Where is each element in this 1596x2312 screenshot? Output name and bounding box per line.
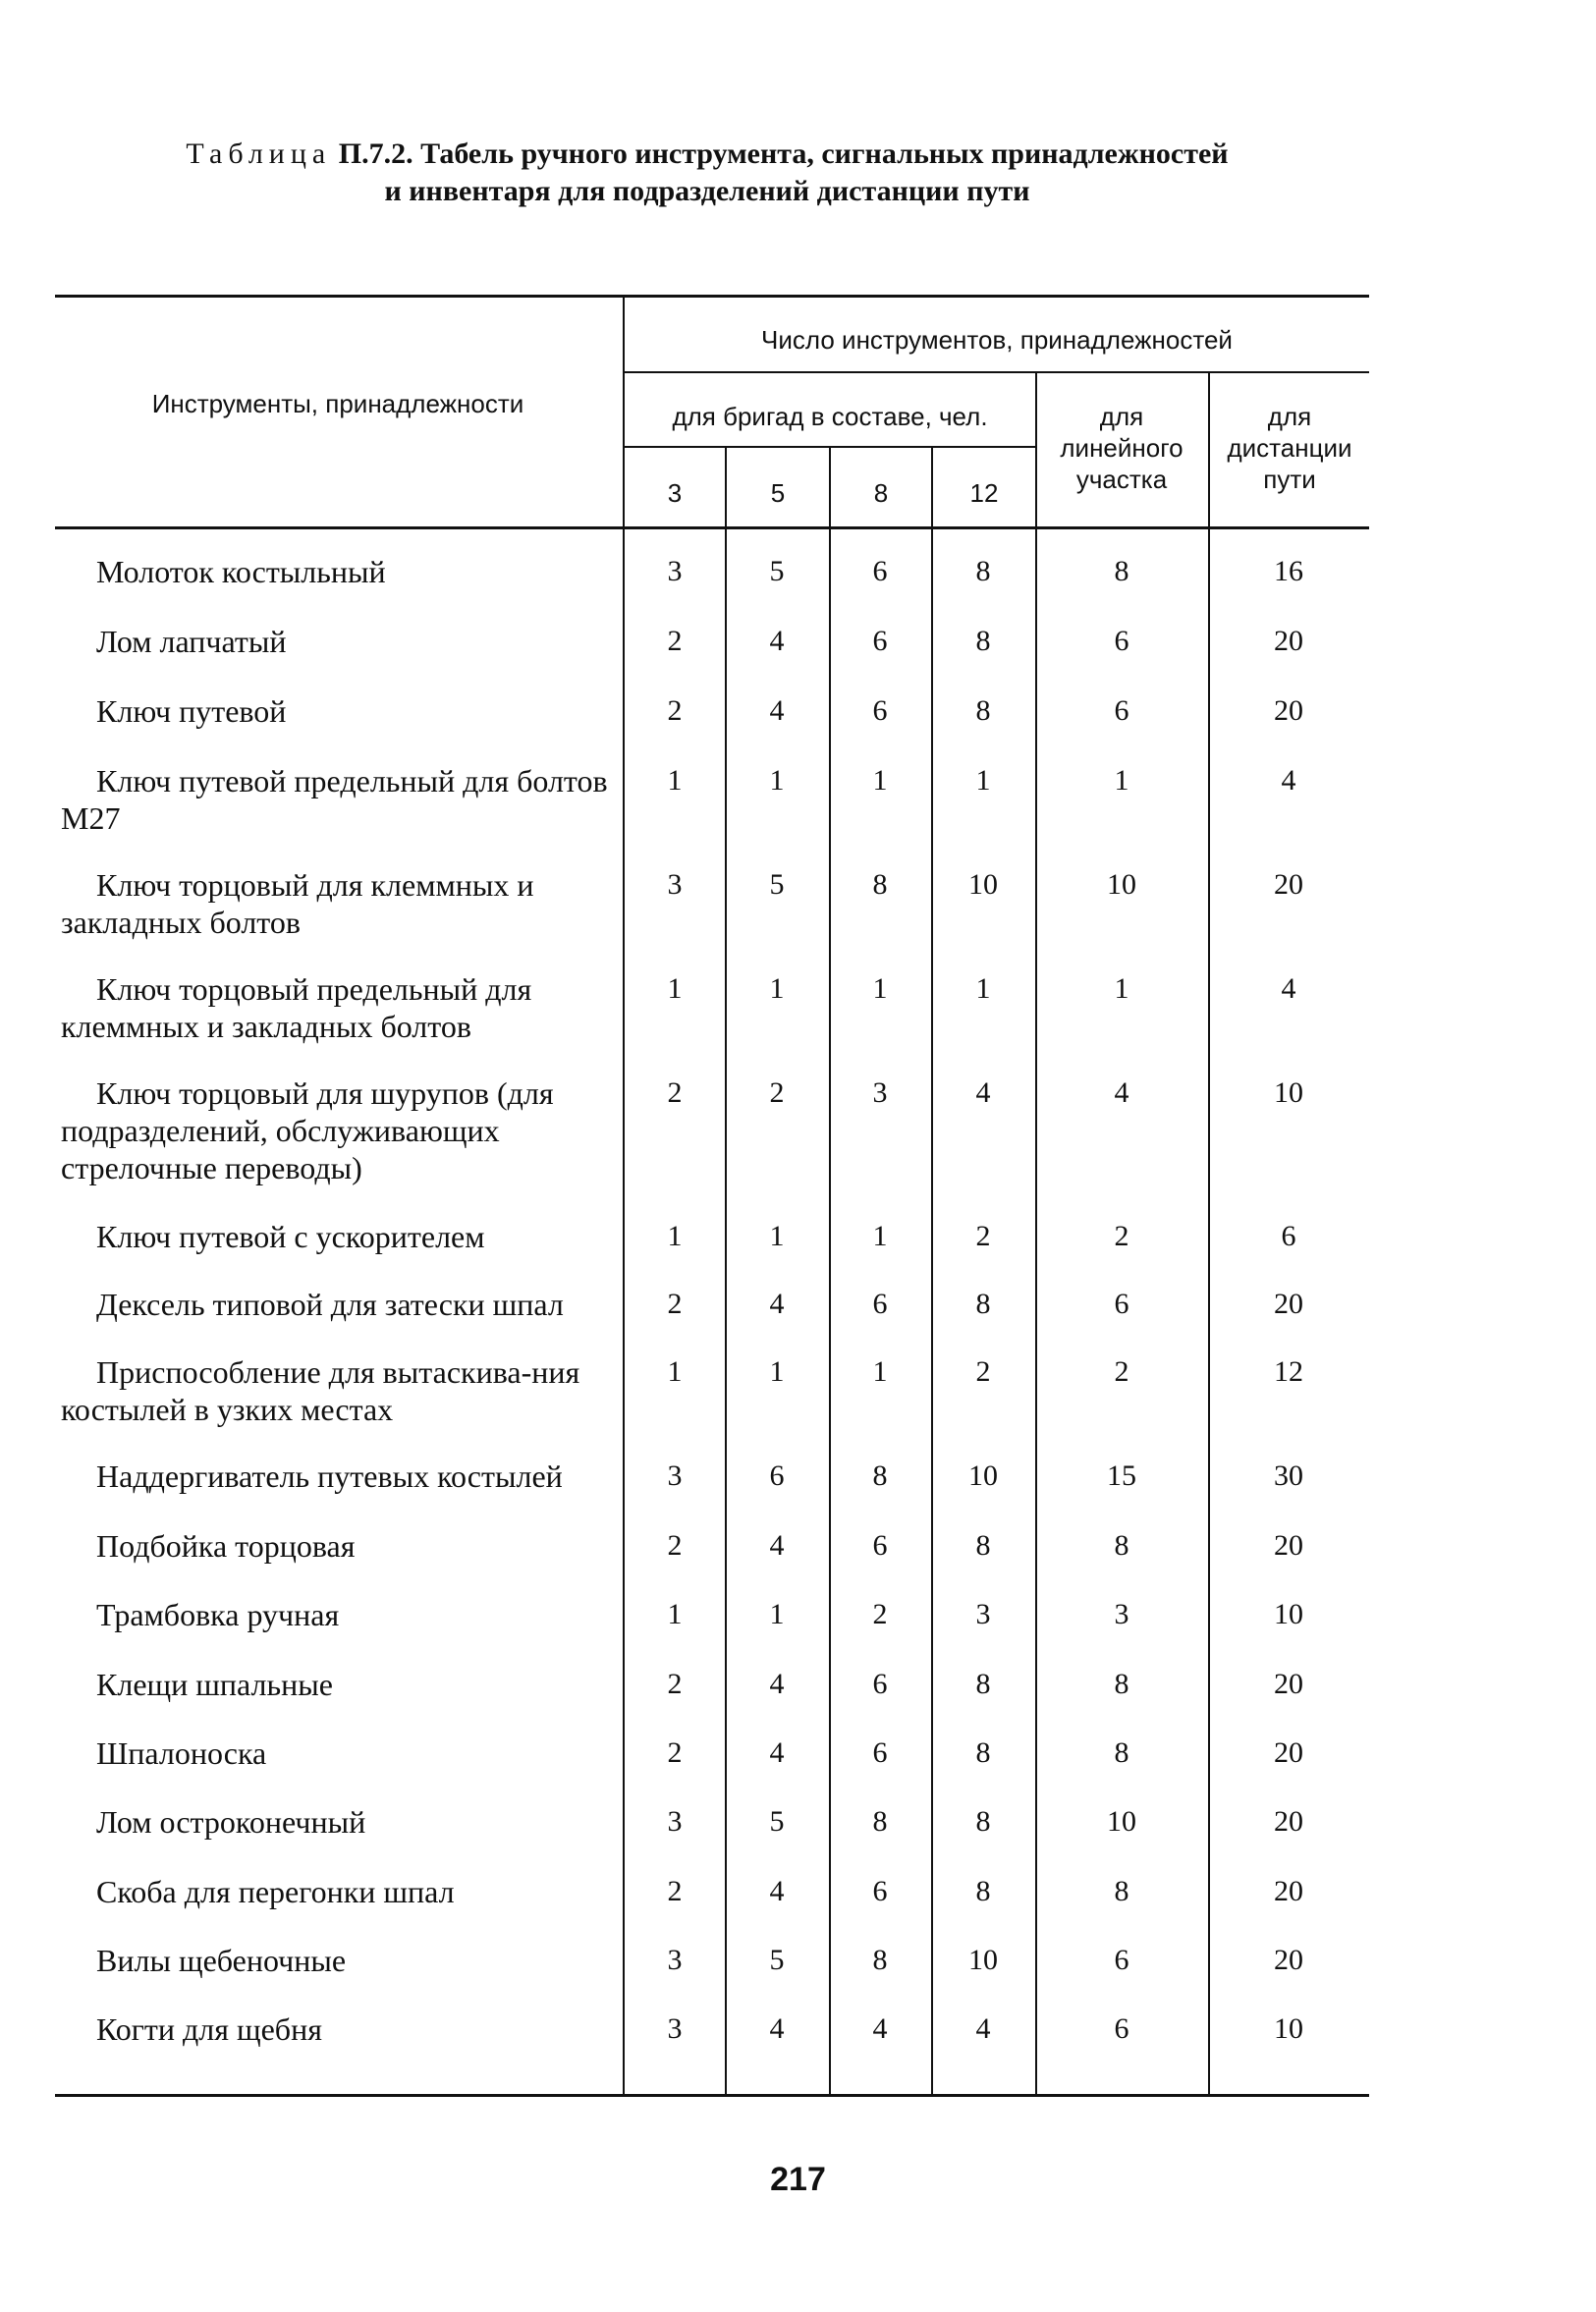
row-value: 8 <box>975 1668 991 1700</box>
row-name: Клещи шпальные <box>96 1667 333 1702</box>
header-brigade-5: 5 <box>770 478 786 508</box>
row-value: 20 <box>1274 1529 1303 1562</box>
row-value: 6 <box>872 555 888 587</box>
row-value: 8 <box>975 555 991 587</box>
header-brigades: для бригад в составе, чел. <box>672 402 988 431</box>
row-value: 8 <box>872 868 888 901</box>
row-value: 3 <box>975 1598 991 1630</box>
row-name: Наддергиватель путевых костылей <box>96 1459 563 1494</box>
row-value: 2 <box>769 1076 785 1109</box>
row-value: 10 <box>1107 868 1136 901</box>
row-value: 8 <box>872 1944 888 1976</box>
row-value: 10 <box>1274 2012 1303 2045</box>
row-value: 8 <box>975 625 991 657</box>
row-value: 5 <box>769 1805 785 1838</box>
row-value: 1 <box>667 764 683 797</box>
row-value: 20 <box>1274 1736 1303 1769</box>
row-value: 20 <box>1274 1805 1303 1838</box>
col-divider-12 <box>931 446 933 2094</box>
table-top-rule <box>55 295 1369 298</box>
table-caption <box>59 136 1355 210</box>
col-divider-5 <box>725 446 727 2094</box>
row-value: 10 <box>1274 1076 1303 1109</box>
row-value: 6 <box>1114 1944 1129 1976</box>
row-value: 10 <box>968 1459 998 1492</box>
row-value: 8 <box>975 1875 991 1907</box>
row-value: 4 <box>975 2012 991 2045</box>
row-name: Лом лапчатый <box>96 624 287 659</box>
row-value: 20 <box>1274 1668 1303 1700</box>
row-value: 3 <box>667 1459 683 1492</box>
row-value: 1 <box>769 1220 785 1252</box>
row-value: 4 <box>1114 1076 1129 1109</box>
row-value: 6 <box>872 1736 888 1769</box>
row-value: 10 <box>1107 1805 1136 1838</box>
row-value: 1 <box>667 1355 683 1388</box>
row-value: 2 <box>975 1220 991 1252</box>
header-distance: для дистанции пути <box>1227 402 1352 494</box>
row-value: 2 <box>667 1736 683 1769</box>
caption-line-1: П.7.2. Табель ручного инструмента, сигнальных принадлежностей <box>338 138 1229 170</box>
row-value: 4 <box>769 1288 785 1320</box>
row-value: 20 <box>1274 1875 1303 1907</box>
row-value: 8 <box>872 1805 888 1838</box>
row-value: 6 <box>1114 2012 1129 2045</box>
row-name: Ключ путевой с ускорителем <box>96 1219 485 1254</box>
row-value: 2 <box>667 1076 683 1109</box>
row-value: 4 <box>1281 972 1296 1005</box>
row-value: 1 <box>975 972 991 1005</box>
header-brigade-3: 3 <box>667 478 683 508</box>
row-value: 1 <box>667 1598 683 1630</box>
row-value: 3 <box>667 1805 683 1838</box>
row-value: 8 <box>1114 1875 1129 1907</box>
row-value: 2 <box>667 625 683 657</box>
row-value: 6 <box>1114 1288 1129 1320</box>
row-value: 2 <box>975 1355 991 1388</box>
header-brigade-12: 12 <box>969 478 999 508</box>
caption-lead: Таблица <box>186 138 332 170</box>
row-value: 2 <box>1114 1220 1129 1252</box>
row-value: 4 <box>872 2012 888 2045</box>
row-value: 10 <box>1274 1598 1303 1630</box>
row-value: 6 <box>872 1529 888 1562</box>
row-value: 8 <box>975 1736 991 1769</box>
row-name: Вилы щебеночные <box>96 1943 347 1978</box>
row-value: 4 <box>975 1076 991 1109</box>
row-value: 20 <box>1274 625 1303 657</box>
row-value: 2 <box>667 1288 683 1320</box>
row-value: 2 <box>667 1875 683 1907</box>
row-value: 6 <box>872 1288 888 1320</box>
header-brigade-8: 8 <box>873 478 889 508</box>
row-value: 8 <box>872 1459 888 1492</box>
row-value: 3 <box>667 555 683 587</box>
row-value: 1 <box>769 1355 785 1388</box>
row-value: 4 <box>769 1736 785 1769</box>
row-value: 20 <box>1274 1944 1303 1976</box>
row-value: 3 <box>667 2012 683 2045</box>
row-name: Подбойка торцовая <box>96 1528 356 1564</box>
header-instruments: Инструменты, принадлежности <box>151 389 524 418</box>
row-value: 5 <box>769 868 785 901</box>
row-value: 4 <box>769 694 785 727</box>
group-header-rule <box>623 371 1369 373</box>
row-value: 1 <box>769 764 785 797</box>
row-value: 6 <box>1114 694 1129 727</box>
col-divider-distance <box>1208 371 1210 2094</box>
row-value: 30 <box>1274 1459 1303 1492</box>
row-value: 1 <box>872 1220 888 1252</box>
row-value: 2 <box>1114 1355 1129 1388</box>
row-value: 3 <box>667 868 683 901</box>
page-number: 217 <box>770 2161 826 2198</box>
row-value: 16 <box>1274 555 1303 587</box>
row-value: 8 <box>975 694 991 727</box>
row-name: Ключ торцовый для шурупов (для подразделений, обслуживающих стрелочные переводы) <box>61 1075 554 1185</box>
row-name: Молоток костыльный <box>96 554 386 589</box>
row-value: 15 <box>1107 1459 1136 1492</box>
row-value: 2 <box>667 1529 683 1562</box>
row-name: Трамбовка ручная <box>96 1597 340 1632</box>
row-value: 4 <box>769 1529 785 1562</box>
row-value: 1 <box>1114 972 1129 1005</box>
row-value: 1 <box>872 972 888 1005</box>
row-name: Когти для щебня <box>96 2011 322 2047</box>
row-value: 6 <box>872 1875 888 1907</box>
row-value: 5 <box>769 555 785 587</box>
row-value: 1 <box>769 972 785 1005</box>
row-value: 1 <box>975 764 991 797</box>
row-value: 2 <box>667 1668 683 1700</box>
row-value: 1 <box>872 1355 888 1388</box>
col-divider-8 <box>829 446 831 2094</box>
row-value: 1 <box>872 764 888 797</box>
row-value: 3 <box>1114 1598 1129 1630</box>
header-linear: для линейного участка <box>1060 402 1183 494</box>
row-value: 20 <box>1274 868 1303 901</box>
row-name: Шпалоноска <box>96 1735 267 1771</box>
caption-line-2: и инвентаря для подразделений дистанции пути <box>384 175 1030 207</box>
row-value: 1 <box>769 1598 785 1630</box>
row-value: 8 <box>1114 1668 1129 1700</box>
row-value: 6 <box>872 694 888 727</box>
row-value: 8 <box>1114 555 1129 587</box>
row-value: 8 <box>975 1529 991 1562</box>
row-value: 6 <box>1281 1220 1296 1252</box>
row-name: Ключ торцовый предельный для клеммных и закладных болтов <box>61 971 532 1044</box>
row-value: 5 <box>769 1944 785 1976</box>
row-value: 1 <box>667 972 683 1005</box>
row-name: Лом остроконечный <box>96 1804 366 1840</box>
row-name: Ключ путевой <box>96 693 287 729</box>
row-value: 6 <box>1114 625 1129 657</box>
col-divider-names <box>623 295 625 2094</box>
header-bottom-rule <box>55 526 1369 529</box>
row-value: 3 <box>667 1944 683 1976</box>
row-name: Дексель типовой для затески шпал <box>96 1287 564 1322</box>
row-value: 4 <box>769 1668 785 1700</box>
row-value: 6 <box>769 1459 785 1492</box>
row-value: 20 <box>1274 1288 1303 1320</box>
row-value: 4 <box>769 625 785 657</box>
row-value: 2 <box>872 1598 888 1630</box>
row-value: 4 <box>769 1875 785 1907</box>
row-value: 1 <box>1114 764 1129 797</box>
row-name: Скоба для перегонки шпал <box>96 1874 455 1909</box>
row-name: Ключ торцовый для клеммных и закладных болтов <box>61 867 534 940</box>
row-value: 12 <box>1274 1355 1303 1388</box>
row-value: 1 <box>667 1220 683 1252</box>
row-value: 10 <box>968 1944 998 1976</box>
row-value: 20 <box>1274 694 1303 727</box>
row-name: Ключ путевой предельный для болтов М27 <box>61 763 608 836</box>
row-value: 8 <box>975 1288 991 1320</box>
header-group-title: Число инструментов, принадлежностей <box>761 325 1233 355</box>
row-value: 8 <box>1114 1529 1129 1562</box>
row-value: 2 <box>667 694 683 727</box>
row-value: 3 <box>872 1076 888 1109</box>
row-value: 4 <box>769 2012 785 2045</box>
row-value: 8 <box>1114 1736 1129 1769</box>
row-value: 4 <box>1281 764 1296 797</box>
row-value: 8 <box>975 1805 991 1838</box>
row-value: 6 <box>872 1668 888 1700</box>
row-name: Приспособление для вытаскива-ния костылей в узких местах <box>61 1354 580 1427</box>
table-bottom-rule <box>55 2094 1369 2097</box>
row-value: 6 <box>872 625 888 657</box>
row-value: 10 <box>968 868 998 901</box>
col-divider-linear <box>1035 371 1037 2094</box>
